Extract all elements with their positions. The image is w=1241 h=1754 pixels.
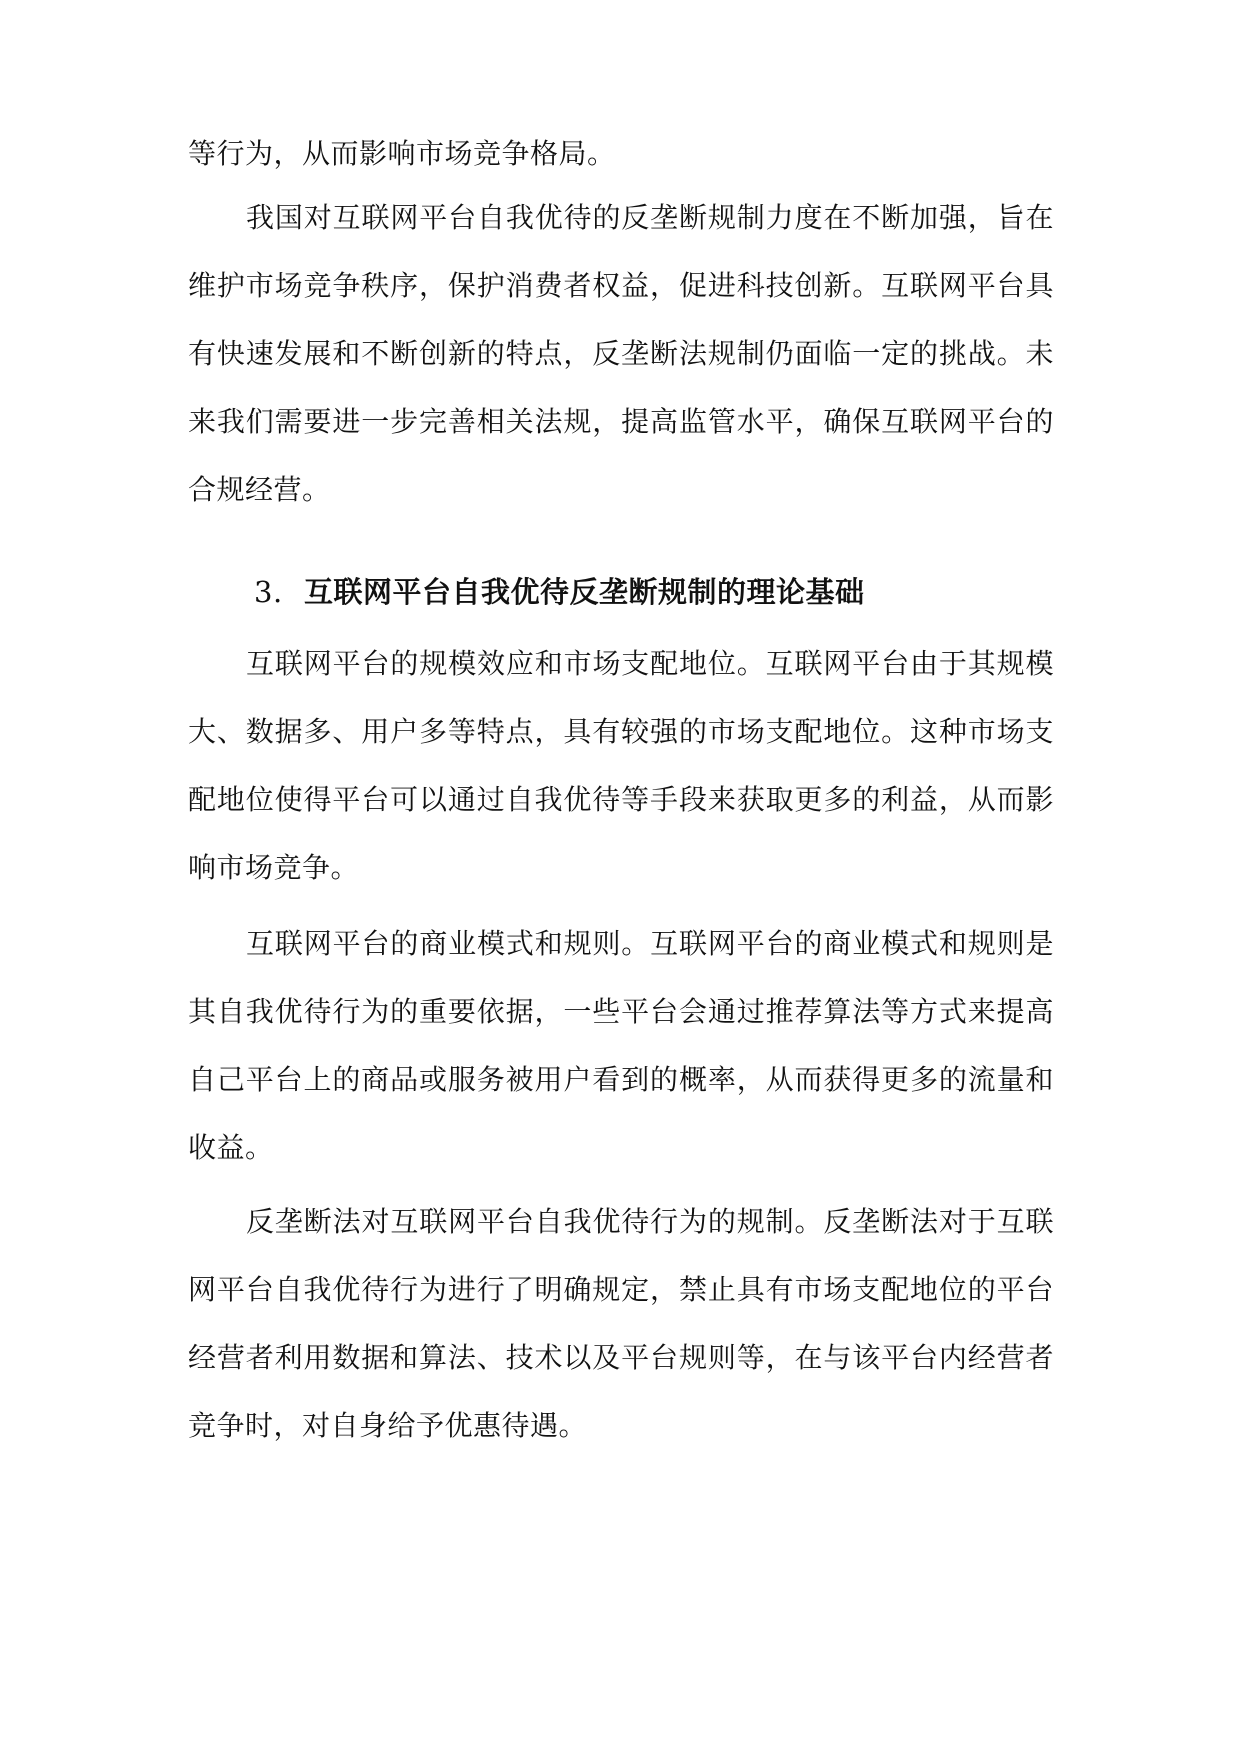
paragraph-line: 有快速发展和不断创新的特点，反垄断法规制仍面临一定的挑战。未 xyxy=(188,337,1054,370)
paragraph-line: 网平台自我优待行为进行了明确规定，禁止具有市场支配地位的平台 xyxy=(188,1273,1054,1306)
paragraph-line: 响市场竞争。 xyxy=(188,851,360,884)
paragraph-line: 互联网平台的规模效应和市场支配地位。互联网平台由于其规模 xyxy=(246,647,1054,680)
paragraph-line: 来我们需要进一步完善相关法规，提高监管水平，确保互联网平台的 xyxy=(188,405,1054,438)
paragraph-line: 维护市场竞争秩序，保护消费者权益，促进科技创新。互联网平台具 xyxy=(188,269,1054,302)
paragraph-line: 收益。 xyxy=(188,1131,274,1164)
paragraph-line: 配地位使得平台可以通过自我优待等手段来获取更多的利益，从而影 xyxy=(188,783,1054,816)
paragraph-line: 大、数据多、用户多等特点，具有较强的市场支配地位。这种市场支 xyxy=(188,715,1054,748)
paragraph-line: 竞争时，对自身给予优惠待遇。 xyxy=(188,1409,588,1442)
paragraph-line: 经营者利用数据和算法、技术以及平台规则等，在与该平台内经营者 xyxy=(188,1341,1054,1374)
section-heading xyxy=(254,568,1054,616)
paragraph-line: 反垄断法对互联网平台自我优待行为的规制。反垄断法对于互联 xyxy=(246,1205,1054,1238)
section-title: 互联网平台自我优待反垄断规制的理论基础 xyxy=(304,575,865,609)
section-number: 3. xyxy=(254,575,283,609)
paragraph-line: 自己平台上的商品或服务被用户看到的概率，从而获得更多的流量和 xyxy=(188,1063,1054,1096)
paragraph-line: 合规经营。 xyxy=(188,473,331,506)
paragraph-line: 其自我优待行为的重要依据，一些平台会通过推荐算法等方式来提高 xyxy=(188,995,1054,1028)
paragraph-line: 互联网平台的商业模式和规则。互联网平台的商业模式和规则是 xyxy=(246,927,1054,960)
paragraph-line: 我国对互联网平台自我优待的反垄断规制力度在不断加强，旨在 xyxy=(246,201,1054,234)
paragraph-line: 等行为，从而影响市场竞争格局。 xyxy=(188,137,616,170)
